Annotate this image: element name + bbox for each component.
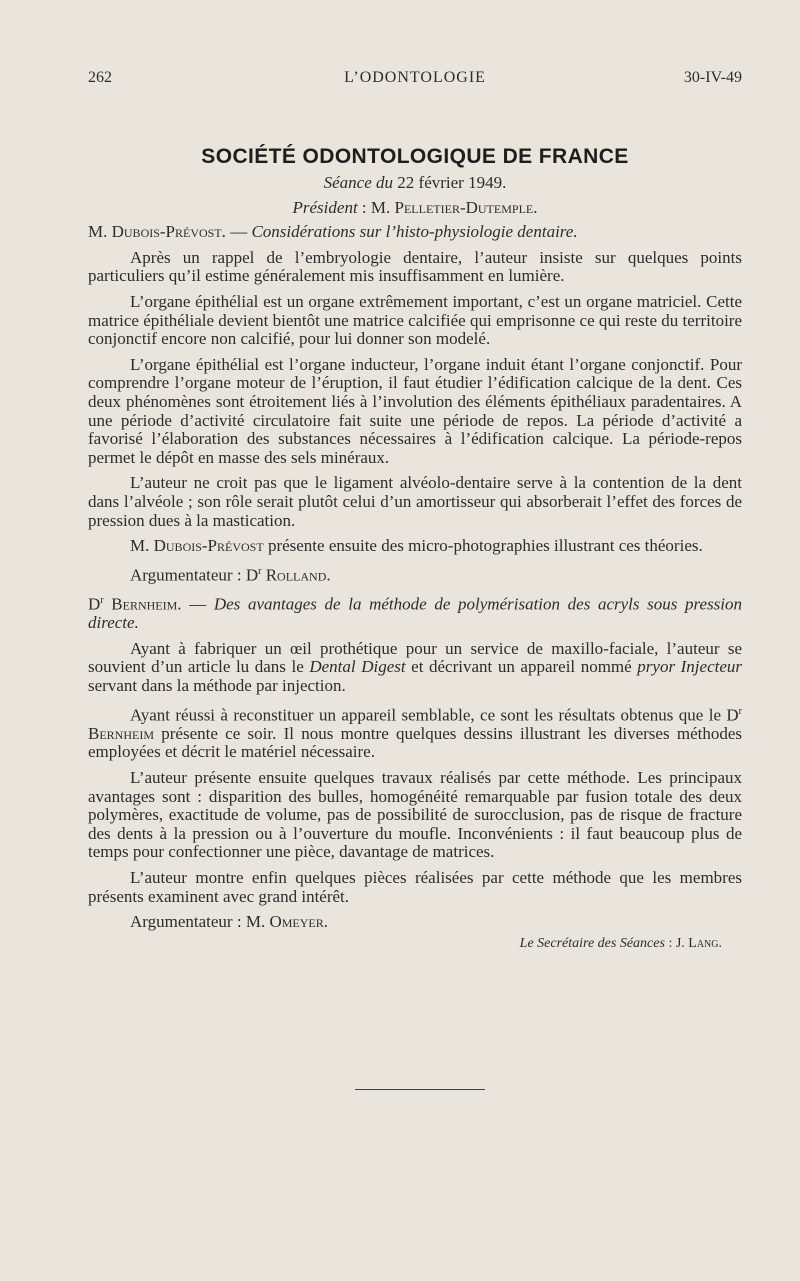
argumentateur-label: Argumentateur : (130, 912, 246, 932)
president-sep: : (361, 197, 367, 217)
signature-name: J. Lang. (675, 935, 722, 951)
item1-paragraph: L’organe épithélial est un organe extrêmement important, c’est un organe matriciel. Cette matrice épithéliale devient bientôt une matrice calcifiée qui emprisonne ce qui reste du territoire conjonctif encore non calcifié, pour lui donner son modelé. (88, 291, 742, 349)
president-line (88, 199, 742, 218)
item2-p1-text: servant dans la méthode par injection. (88, 675, 346, 695)
signature-sep: : (664, 935, 676, 951)
journal-title: L’ODONTOLOGIE (344, 69, 486, 86)
issue-date: 30-IV-49 (683, 69, 742, 86)
signature (88, 935, 742, 954)
item1-paragraph (88, 537, 742, 556)
page-number: 262 (88, 69, 112, 86)
item1-argumentateur: Argumentateur : $D^r$ Rolland. (130, 565, 331, 585)
signature-label: Le Secrétaire des Séances (519, 935, 665, 951)
item1-heading (88, 223, 742, 242)
item2-paragraph: Ayant réussi à reconstituer un appareil semblable, ce sont les résultats obtenus que le $D^r$ Bernheim présente ce soir. Il nous montre quelques dessins illustrant les diverses méthodes employées et décrit le matériel nécessaire. (88, 705, 742, 762)
item2-paragraph (88, 640, 742, 696)
item1-title: Considérations sur l’histo-physiologie dentaire. (251, 222, 578, 242)
item2-p2-text: présente ce soir. Il nous montre quelques dessins illustrant les diverses méthodes employées et décrit le matériel nécessaire. (88, 723, 742, 762)
item1-last-text: présente ensuite des micro-photographies illustrant ces théories. (263, 536, 703, 556)
device-name: pryor Injecteur (637, 657, 742, 677)
item2-paragraph: L’auteur montre enfin quelques pièces réalisées par cette méthode que les membres présents examinent avec grand intérêt. (88, 867, 742, 906)
society-title: SOCIÉTÉ ODONTOLOGIQUE DE FRANCE (201, 145, 629, 168)
president-label: Président (292, 197, 358, 217)
seance-line (88, 174, 742, 193)
item1-dash: — (230, 222, 248, 242)
dental-digest-ref: Dental Digest (309, 657, 406, 677)
item2-p2-name: Bernheim (88, 723, 155, 743)
item2-title: Des avantages de la méthode de polymérisation des acryls sous pression directe. (88, 594, 743, 633)
item2-argumentateur (88, 913, 742, 932)
item1-paragraph: Après un rappel de l’embryologie dentaire, l’auteur insiste sur quelques points particuliers qu’il estime généralement mis insuffisamment en lumière. (88, 247, 742, 286)
article-body (88, 144, 742, 953)
item2-author: Bernheim. (111, 594, 182, 614)
item1-last-author: M. Dubois-Prévost (130, 536, 264, 556)
item2-p1-text: et décrivant un appareil nommé (405, 657, 638, 677)
item2-heading: $D^r$ Bernheim. — Des avantages de la méthode de polymérisation des acryls sous pression directe. (88, 594, 743, 633)
seance-label: Séance du (323, 173, 394, 192)
item2-dash: — (189, 594, 207, 614)
item1-paragraph: L’auteur ne croit pas que le ligament alvéolo-dentaire serve à la contention de la dent dans l’alvéole ; son rôle serait plutôt celui d’un amortisseur qui absorberait l’effet des forces de pression dues à la mastication. (88, 473, 742, 530)
argumentateur-name: M. Omeyer. (245, 912, 328, 932)
item1-author: M. Dubois-Prévost. (88, 222, 226, 242)
president-name: M. Pelletier-Dutemple. (370, 197, 538, 217)
item2-paragraph: L’auteur présente ensuite quelques travaux réalisés par cette méthode. Les principaux avantages sont : disparition des bulles, homogénéité remarquable par fusion totale des deux polymères, exactitude de volume, pas de possibilité de surocclusion, pas de risque de fracture des dents à la pression ou à l’ouverture du moufle. Inconvénients : il faut beaucoup plus de temps pour confectionner une pièce, davantage de matrices. (88, 768, 742, 862)
seance-date: 22 février 1949. (397, 173, 507, 192)
item2-p2-text: Ayant réussi à reconstituer un appareil semblable, ce sont les résultats obtenus que le (130, 705, 727, 725)
argumentateur-label: Argumentateur : (130, 565, 246, 585)
closing-rule (355, 1089, 485, 1090)
argumentateur-name: Rolland. (265, 565, 331, 585)
item2-p1-text: Ayant à fabriquer un œil prothétique pour un service de maxillo-faciale, l’auteur se souvient d’un article lu dans le (88, 638, 742, 677)
item1-paragraph: L’organe épithélial est l’organe inducteur, l’organe induit étant l’organe conjonctif. Pour comprendre l’organe moteur de l’éruption, il faut étudier l’édification calcique de la dent. Ces deux phénomènes sont étroitement liés à l’involution des éléments épithéliaux paradentaires. A une période d’activité circulatoire fait suite une période de repos. La période d’activité a favorisé l’élaboration des substances nécessaires à l’édification calcique. La période-repos permet le dépôt en masse des sels minéraux. (88, 354, 742, 467)
